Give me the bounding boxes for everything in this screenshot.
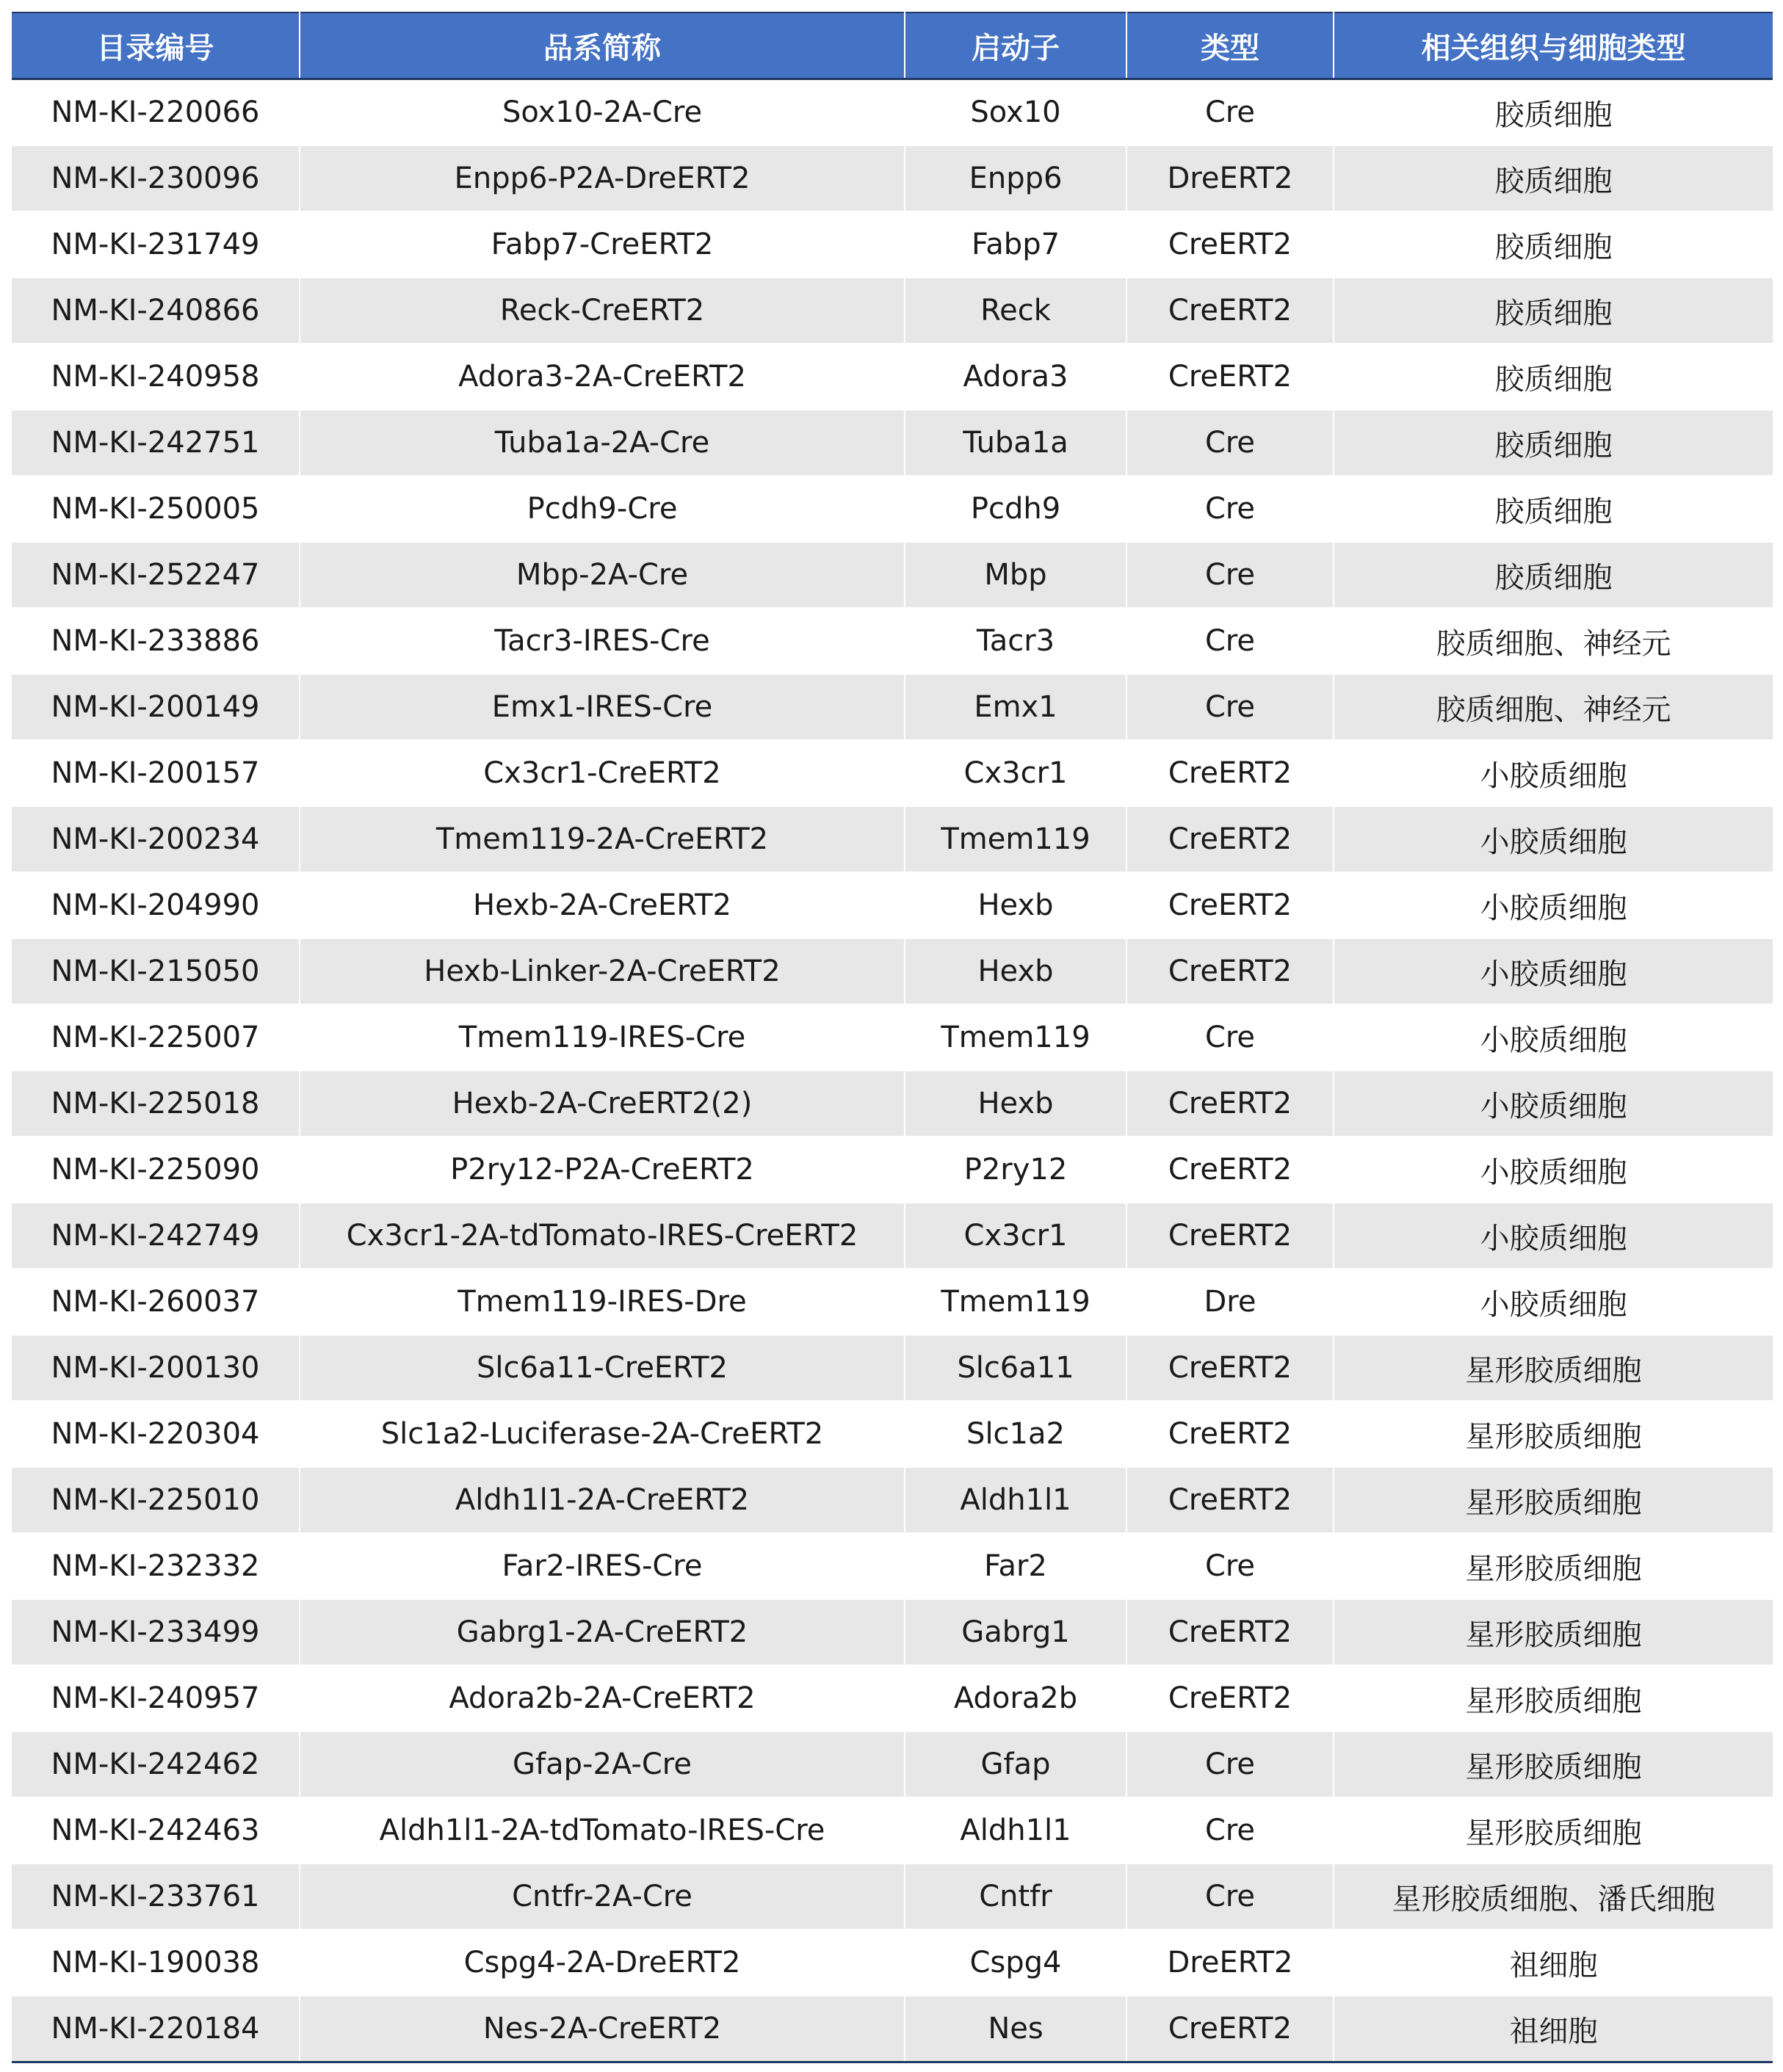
- catalog-number-cell: NM-KI-233761: [12, 1863, 300, 1930]
- strain-name-cell: Emx1-IRES-Cre: [300, 674, 905, 740]
- type-cell: CreERT2: [1126, 1665, 1334, 1731]
- promoter-cell: Aldh1l1: [905, 1797, 1126, 1863]
- tissue-cell-type-cell: 小胶质细胞: [1334, 740, 1773, 806]
- promoter-cell: Cntfr: [905, 1863, 1126, 1930]
- table-row: [12, 674, 1773, 740]
- catalog-number-cell: NM-KI-225090: [12, 1137, 300, 1203]
- tissue-cell-type-cell: 星形胶质细胞、潘氏细胞: [1334, 1863, 1773, 1930]
- table-row: [12, 542, 1773, 608]
- header-tissue-cell-type: 相关组织与细胞类型: [1334, 12, 1773, 79]
- table-row: [12, 1930, 1773, 1996]
- table-row: [12, 211, 1773, 278]
- strain-name-cell: Tmem119-IRES-Dre: [300, 1269, 905, 1335]
- type-cell: Dre: [1126, 1269, 1334, 1335]
- type-cell: CreERT2: [1126, 938, 1334, 1004]
- catalog-number-cell: NM-KI-204990: [12, 872, 300, 938]
- strain-name-cell: Cspg4-2A-DreERT2: [300, 1930, 905, 1996]
- catalog-number-cell: NM-KI-232332: [12, 1533, 300, 1599]
- tissue-cell-type-cell: 星形胶质细胞: [1334, 1467, 1773, 1533]
- strain-name-cell: Tuba1a-2A-Cre: [300, 410, 905, 476]
- strain-name-cell: Adora3-2A-CreERT2: [300, 344, 905, 410]
- type-cell: Cre: [1126, 542, 1334, 608]
- table-row: [12, 872, 1773, 938]
- strain-name-cell: Hexb-Linker-2A-CreERT2: [300, 938, 905, 1004]
- tissue-cell-type-cell: 小胶质细胞: [1334, 1269, 1773, 1335]
- type-cell: CreERT2: [1126, 1137, 1334, 1203]
- catalog-number-cell: NM-KI-200234: [12, 806, 300, 872]
- catalog-number-cell: NM-KI-215050: [12, 938, 300, 1004]
- strain-name-cell: Pcdh9-Cre: [300, 476, 905, 542]
- catalog-number-cell: NM-KI-260037: [12, 1269, 300, 1335]
- table-row: [12, 344, 1773, 410]
- strain-name-cell: Fabp7-CreERT2: [300, 211, 905, 278]
- table-row: [12, 608, 1773, 674]
- table-row: [12, 938, 1773, 1004]
- catalog-number-cell: NM-KI-220184: [12, 1996, 300, 2062]
- type-cell: Cre: [1126, 410, 1334, 476]
- tissue-cell-type-cell: 祖细胞: [1334, 1996, 1773, 2062]
- catalog-number-cell: NM-KI-242463: [12, 1797, 300, 1863]
- promoter-cell: Tmem119: [905, 1269, 1126, 1335]
- promoter-cell: Hexb: [905, 938, 1126, 1004]
- type-cell: CreERT2: [1126, 1401, 1334, 1467]
- catalog-number-cell: NM-KI-240866: [12, 278, 300, 344]
- promoter-cell: Cspg4: [905, 1930, 1126, 1996]
- type-cell: CreERT2: [1126, 1335, 1334, 1401]
- catalog-number-cell: NM-KI-190038: [12, 1930, 300, 1996]
- catalog-number-cell: NM-KI-240958: [12, 344, 300, 410]
- promoter-cell: Aldh1l1: [905, 1467, 1126, 1533]
- tissue-cell-type-cell: 星形胶质细胞: [1334, 1533, 1773, 1599]
- catalog-number-cell: NM-KI-230096: [12, 145, 300, 211]
- type-cell: Cre: [1126, 79, 1334, 146]
- table-row: [12, 1731, 1773, 1797]
- table-row: [12, 1467, 1773, 1533]
- table-row: [12, 1533, 1773, 1599]
- table-row: [12, 1335, 1773, 1401]
- type-cell: CreERT2: [1126, 1467, 1334, 1533]
- tissue-cell-type-cell: 星形胶质细胞: [1334, 1731, 1773, 1797]
- promoter-cell: Slc1a2: [905, 1401, 1126, 1467]
- tissue-cell-type-cell: 胶质细胞: [1334, 278, 1773, 344]
- catalog-number-cell: NM-KI-242751: [12, 410, 300, 476]
- type-cell: Cre: [1126, 1004, 1334, 1071]
- table-row: [12, 740, 1773, 806]
- catalog-number-cell: NM-KI-233499: [12, 1599, 300, 1665]
- promoter-cell: Pcdh9: [905, 476, 1126, 542]
- promoter-cell: Tacr3: [905, 608, 1126, 674]
- catalog-number-cell: NM-KI-200149: [12, 674, 300, 740]
- strain-table-container: [12, 12, 1773, 2063]
- table-row: [12, 410, 1773, 476]
- promoter-cell: Emx1: [905, 674, 1126, 740]
- table-row: [12, 476, 1773, 542]
- tissue-cell-type-cell: 胶质细胞: [1334, 542, 1773, 608]
- promoter-cell: Reck: [905, 278, 1126, 344]
- strain-name-cell: Adora2b-2A-CreERT2: [300, 1665, 905, 1731]
- strain-name-cell: Hexb-2A-CreERT2: [300, 872, 905, 938]
- type-cell: CreERT2: [1126, 1996, 1334, 2062]
- type-cell: CreERT2: [1126, 1599, 1334, 1665]
- tissue-cell-type-cell: 胶质细胞: [1334, 344, 1773, 410]
- catalog-number-cell: NM-KI-225018: [12, 1071, 300, 1137]
- table-row: [12, 806, 1773, 872]
- catalog-number-cell: NM-KI-200130: [12, 1335, 300, 1401]
- catalog-number-cell: NM-KI-252247: [12, 542, 300, 608]
- catalog-number-cell: NM-KI-240957: [12, 1665, 300, 1731]
- header-type: 类型: [1126, 12, 1334, 79]
- table-row: [12, 278, 1773, 344]
- strain-name-cell: Gfap-2A-Cre: [300, 1731, 905, 1797]
- strain-name-cell: Slc1a2-Luciferase-2A-CreERT2: [300, 1401, 905, 1467]
- strain-name-cell: Aldh1l1-2A-CreERT2: [300, 1467, 905, 1533]
- tissue-cell-type-cell: 小胶质细胞: [1334, 872, 1773, 938]
- strain-name-cell: Nes-2A-CreERT2: [300, 1996, 905, 2062]
- promoter-cell: Tuba1a: [905, 410, 1126, 476]
- strain-name-cell: Cntfr-2A-Cre: [300, 1863, 905, 1930]
- header-catalog-number: 目录编号: [12, 12, 300, 79]
- strain-name-cell: Gabrg1-2A-CreERT2: [300, 1599, 905, 1665]
- tissue-cell-type-cell: 小胶质细胞: [1334, 1071, 1773, 1137]
- tissue-cell-type-cell: 小胶质细胞: [1334, 806, 1773, 872]
- tissue-cell-type-cell: 胶质细胞: [1334, 211, 1773, 278]
- table-row: [12, 1203, 1773, 1269]
- type-cell: CreERT2: [1126, 1071, 1334, 1137]
- strain-name-cell: Reck-CreERT2: [300, 278, 905, 344]
- catalog-number-cell: NM-KI-231749: [12, 211, 300, 278]
- promoter-cell: Slc6a11: [905, 1335, 1126, 1401]
- catalog-number-cell: NM-KI-242462: [12, 1731, 300, 1797]
- strain-name-cell: Hexb-2A-CreERT2(2): [300, 1071, 905, 1137]
- strain-name-cell: Far2-IRES-Cre: [300, 1533, 905, 1599]
- catalog-number-cell: NM-KI-220304: [12, 1401, 300, 1467]
- promoter-cell: P2ry12: [905, 1137, 1126, 1203]
- tissue-cell-type-cell: 小胶质细胞: [1334, 938, 1773, 1004]
- tissue-cell-type-cell: 星形胶质细胞: [1334, 1599, 1773, 1665]
- table-row: [12, 1797, 1773, 1863]
- promoter-cell: Sox10: [905, 79, 1126, 146]
- strain-name-cell: Cx3cr1-CreERT2: [300, 740, 905, 806]
- promoter-cell: Cx3cr1: [905, 740, 1126, 806]
- table-row: [12, 1004, 1773, 1071]
- table-row: [12, 79, 1773, 146]
- tissue-cell-type-cell: 胶质细胞: [1334, 145, 1773, 211]
- promoter-cell: Cx3cr1: [905, 1203, 1126, 1269]
- tissue-cell-type-cell: 胶质细胞、神经元: [1334, 608, 1773, 674]
- type-cell: CreERT2: [1126, 278, 1334, 344]
- promoter-cell: Adora2b: [905, 1665, 1126, 1731]
- strain-name-cell: Slc6a11-CreERT2: [300, 1335, 905, 1401]
- tissue-cell-type-cell: 胶质细胞: [1334, 79, 1773, 146]
- table-row: [12, 1863, 1773, 1930]
- header-strain-name: 品系简称: [300, 12, 905, 79]
- type-cell: CreERT2: [1126, 1203, 1334, 1269]
- strain-name-cell: Tmem119-IRES-Cre: [300, 1004, 905, 1071]
- promoter-cell: Nes: [905, 1996, 1126, 2062]
- strain-name-cell: Tacr3-IRES-Cre: [300, 608, 905, 674]
- strain-name-cell: Cx3cr1-2A-tdTomato-IRES-CreERT2: [300, 1203, 905, 1269]
- promoter-cell: Adora3: [905, 344, 1126, 410]
- type-cell: DreERT2: [1126, 1930, 1334, 1996]
- table-row: [12, 1401, 1773, 1467]
- table-header: [12, 12, 1773, 79]
- table-row: [12, 1071, 1773, 1137]
- type-cell: Cre: [1126, 608, 1334, 674]
- type-cell: Cre: [1126, 1797, 1334, 1863]
- type-cell: CreERT2: [1126, 872, 1334, 938]
- table-row: [12, 145, 1773, 211]
- catalog-number-cell: NM-KI-250005: [12, 476, 300, 542]
- table-body: [12, 79, 1773, 2062]
- tissue-cell-type-cell: 小胶质细胞: [1334, 1137, 1773, 1203]
- promoter-cell: Hexb: [905, 1071, 1126, 1137]
- tissue-cell-type-cell: 胶质细胞、神经元: [1334, 674, 1773, 740]
- catalog-number-cell: NM-KI-242749: [12, 1203, 300, 1269]
- catalog-number-cell: NM-KI-225010: [12, 1467, 300, 1533]
- promoter-cell: Gabrg1: [905, 1599, 1126, 1665]
- tissue-cell-type-cell: 星形胶质细胞: [1334, 1335, 1773, 1401]
- table-row: [12, 1665, 1773, 1731]
- promoter-cell: Gfap: [905, 1731, 1126, 1797]
- strain-name-cell: Tmem119-2A-CreERT2: [300, 806, 905, 872]
- promoter-cell: Enpp6: [905, 145, 1126, 211]
- header-promoter: 启动子: [905, 12, 1126, 79]
- promoter-cell: Tmem119: [905, 1004, 1126, 1071]
- type-cell: Cre: [1126, 674, 1334, 740]
- tissue-cell-type-cell: 胶质细胞: [1334, 410, 1773, 476]
- strain-name-cell: Aldh1l1-2A-tdTomato-IRES-Cre: [300, 1797, 905, 1863]
- promoter-cell: Hexb: [905, 872, 1126, 938]
- tissue-cell-type-cell: 星形胶质细胞: [1334, 1401, 1773, 1467]
- header-row: [12, 12, 1773, 79]
- type-cell: CreERT2: [1126, 740, 1334, 806]
- table-row: [12, 1599, 1773, 1665]
- type-cell: Cre: [1126, 1863, 1334, 1930]
- type-cell: DreERT2: [1126, 145, 1334, 211]
- tissue-cell-type-cell: 祖细胞: [1334, 1930, 1773, 1996]
- promoter-cell: Mbp: [905, 542, 1126, 608]
- strain-name-cell: Mbp-2A-Cre: [300, 542, 905, 608]
- type-cell: CreERT2: [1126, 344, 1334, 410]
- tissue-cell-type-cell: 小胶质细胞: [1334, 1004, 1773, 1071]
- catalog-number-cell: NM-KI-220066: [12, 79, 300, 146]
- catalog-number-cell: NM-KI-233886: [12, 608, 300, 674]
- type-cell: Cre: [1126, 476, 1334, 542]
- tissue-cell-type-cell: 星形胶质细胞: [1334, 1665, 1773, 1731]
- strain-name-cell: P2ry12-P2A-CreERT2: [300, 1137, 905, 1203]
- strain-table: [12, 12, 1773, 2063]
- strain-name-cell: Sox10-2A-Cre: [300, 79, 905, 146]
- promoter-cell: Tmem119: [905, 806, 1126, 872]
- type-cell: CreERT2: [1126, 806, 1334, 872]
- table-row: [12, 1996, 1773, 2062]
- type-cell: Cre: [1126, 1533, 1334, 1599]
- type-cell: CreERT2: [1126, 211, 1334, 278]
- strain-name-cell: Enpp6-P2A-DreERT2: [300, 145, 905, 211]
- table-row: [12, 1269, 1773, 1335]
- table-row: [12, 1137, 1773, 1203]
- tissue-cell-type-cell: 星形胶质细胞: [1334, 1797, 1773, 1863]
- type-cell: Cre: [1126, 1731, 1334, 1797]
- tissue-cell-type-cell: 胶质细胞: [1334, 476, 1773, 542]
- catalog-number-cell: NM-KI-225007: [12, 1004, 300, 1071]
- promoter-cell: Fabp7: [905, 211, 1126, 278]
- catalog-number-cell: NM-KI-200157: [12, 740, 300, 806]
- promoter-cell: Far2: [905, 1533, 1126, 1599]
- tissue-cell-type-cell: 小胶质细胞: [1334, 1203, 1773, 1269]
